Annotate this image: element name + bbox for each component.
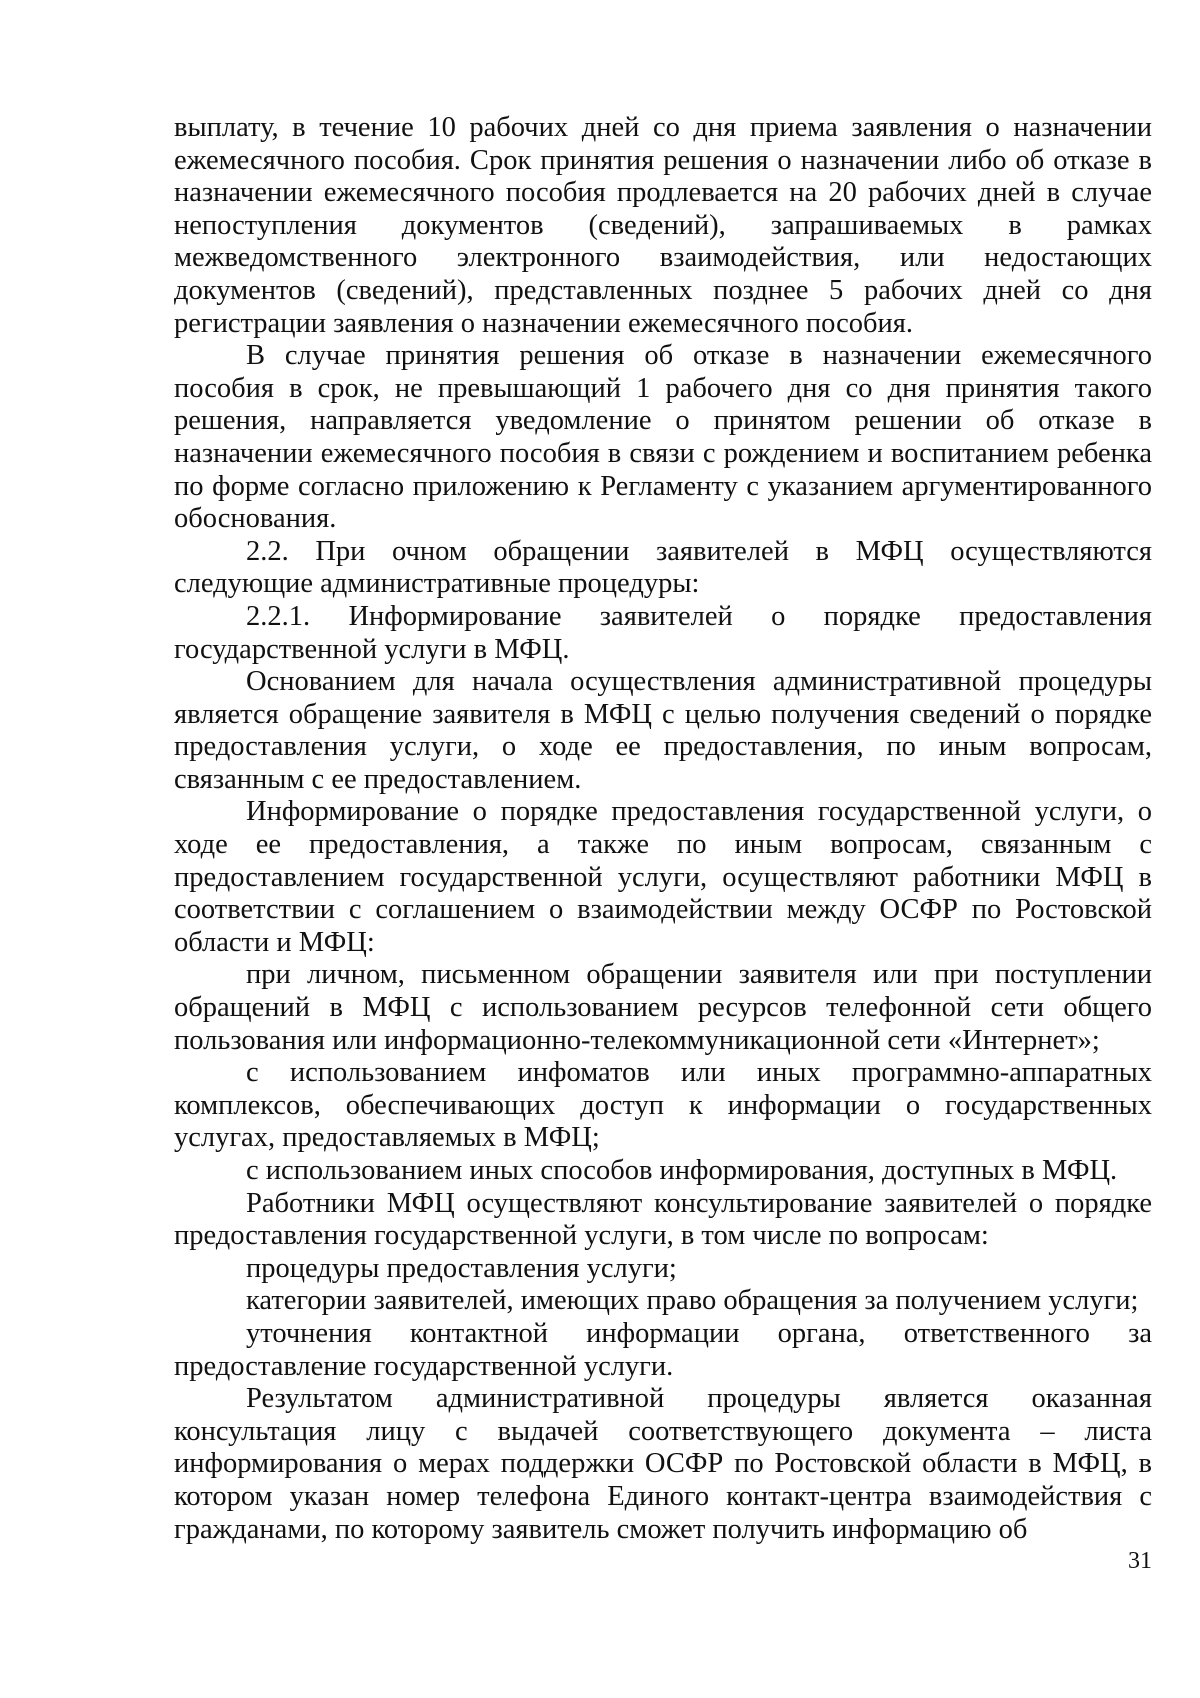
page-number: 31 bbox=[1128, 1548, 1152, 1574]
paragraph-procedure-basis: Основанием для начала осуществления административной процедуры является обращение заявителя в МФЦ с целью получения сведений о порядке предоставления услуги, о ходе ее предоставления, по иным вопросам, связанным с ее предоставлением. bbox=[174, 666, 1152, 795]
paragraph-section-2-2-1: 2.2.1. Информирование заявителей о порядке предоставления государственной услуги в МФЦ. bbox=[174, 600, 1152, 665]
paragraph-result: Результатом административной процедуры является оказанная консультация лицу с выдачей соответствующего документа – листа информирования о мерах поддержки ОСФР по Ростовской области в МФЦ, в котором указан номер телефона Единого контакт-центра взаимодействия с гражданами, по которому заявитель сможет получить информацию об bbox=[174, 1383, 1152, 1545]
paragraph-informing-order: Информирование о порядке предоставления государственной услуги, о ходе ее предоставления, а также по иным вопросам, связанным с предоставлением государственной услуги, осуществляют работники МФЦ в соответствии с соглашением о взаимодействии между ОСФР по Ростовской области и МФЦ: bbox=[174, 796, 1152, 958]
paragraph-refusal-notice: В случае принятия решения об отказе в назначении ежемесячного пособия в срок, не превышающий 1 рабочего дня со дня принятия такого решения, направляется уведомление о принятом решении об отказе в назначении ежемесячного пособия в связи с рождением и воспитанием ребенка по форме согласно приложению к Регламенту с указанием аргументированного обоснования. bbox=[174, 340, 1152, 535]
paragraph-categories-item: категории заявителей, имеющих право обращения за получением услуги; bbox=[246, 1285, 1139, 1317]
paragraph-procedures-item: процедуры предоставления услуги; bbox=[246, 1252, 677, 1284]
paragraph-infomats: с использованием инфоматов или иных программно-аппаратных комплексов, обеспечивающих доступ к информации о государственных услугах, предоставляемых в МФЦ; bbox=[174, 1057, 1152, 1154]
document-body bbox=[174, 112, 1152, 1546]
paragraph-other-methods: с использованием иных способов информирования, доступных в МФЦ. bbox=[246, 1155, 1118, 1186]
paragraph-contacts-item: уточнения контактной информации органа, ответственного за предоставление государственной услуги. bbox=[174, 1317, 1152, 1382]
paragraph-consulting: Работники МФЦ осуществляют консультирование заявителей о порядке предоставления государственной услуги, в том числе по вопросам: bbox=[174, 1187, 1152, 1252]
paragraph-decision-term: выплату, в течение 10 рабочих дней со дня приема заявления о назначении ежемесячного пособия. Срок принятия решения о назначении либо об отказе в назначении ежемесячного пособия продлевается на 20 рабочих дней в случае непоступления документов (сведений), запрашиваемых в рамках межведомственного электронного взаимодействия, или недостающих документов (сведений), представленных позднее 5 рабочих дней со дня регистрации заявления о назначении ежемесячного пособия. bbox=[174, 112, 1152, 339]
paragraph-personal-appeal: при личном, письменном обращении заявителя или при поступлении обращений в МФЦ с использованием ресурсов телефонной сети общего пользования или информационно-телекоммуникационной сети «Интернет»; bbox=[174, 959, 1152, 1056]
paragraph-section-2-2: 2.2. При очном обращении заявителей в МФЦ осуществляются следующие административные процедуры: bbox=[174, 535, 1152, 600]
